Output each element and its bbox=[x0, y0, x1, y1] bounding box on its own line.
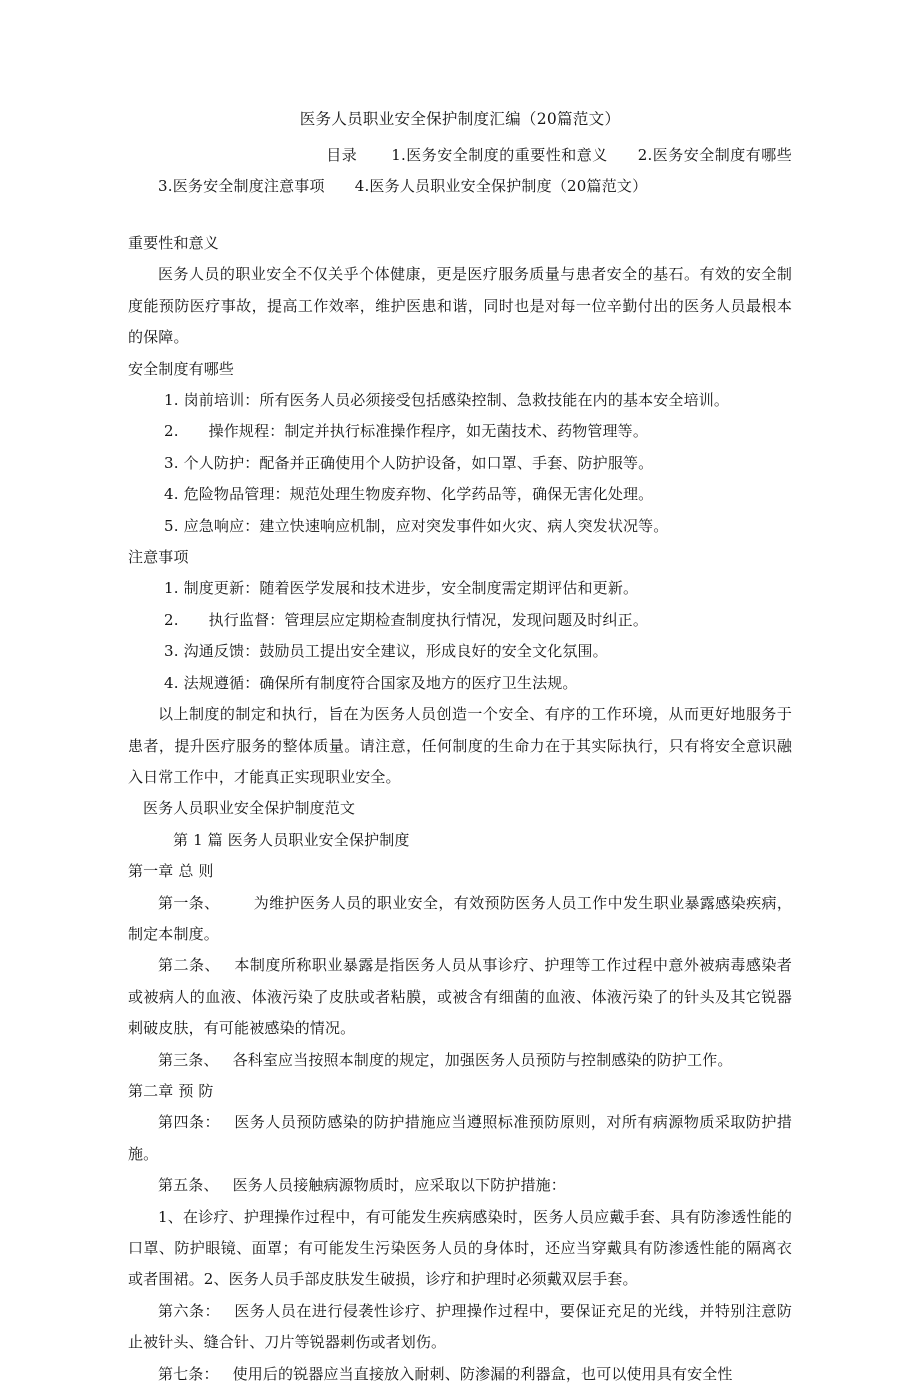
model-subheading: 第 1 篇 医务人员职业安全保护制度 bbox=[173, 830, 410, 849]
list-item bbox=[128, 511, 792, 542]
list-item bbox=[128, 636, 792, 667]
chapter-title: 第二章 预 防 bbox=[128, 1081, 214, 1100]
article-text: 各科室应当按照本制度的规定，加强医务人员预防与控制感染的防护工作。 bbox=[232, 1050, 733, 1069]
article-label: 第二条、 bbox=[158, 956, 220, 975]
table-of-contents bbox=[128, 140, 792, 202]
list-item-number: 1. bbox=[164, 579, 179, 598]
list-item-label: 操作规程：制定并执行标准操作程序，如无菌技术、药物管理等。 bbox=[208, 422, 648, 441]
toc-item-3[interactable]: 3.医务安全制度注意事项 bbox=[158, 177, 325, 195]
list-item-number: 2. bbox=[164, 610, 179, 629]
closing-paragraph: 以上制度的制定和执行，旨在为医务人员创造一个安全、有序的工作环境，从而更好地服务于患者，提升医疗服务的整体质量。请注意，任何制度的生命力在于其实际执行，只有将安全意识融入日常工作中，才能真正实现职业安全。 bbox=[128, 705, 792, 786]
article-paragraph bbox=[128, 1296, 792, 1359]
list-item-label: 岗前培训：所有医务人员必须接受包括感染控制、急救技能在内的基本安全培训。 bbox=[183, 391, 730, 410]
document-content bbox=[128, 104, 792, 1390]
list-item-number: 1. bbox=[164, 391, 179, 410]
list-item-number: 3. bbox=[164, 642, 179, 661]
list-item-label: 危险物品管理：规范处理生物废弃物、化学药品等，确保无害化处理。 bbox=[183, 485, 654, 504]
toc-label: 目录 bbox=[326, 146, 358, 164]
list-item bbox=[128, 605, 792, 636]
article-text: 使用后的锐器应当直接放入耐刺、防渗漏的利器盒，也可以使用具有安全性 bbox=[232, 1364, 733, 1383]
section-heading-importance: 重要性和意义 bbox=[128, 234, 219, 252]
list-item-number: 2. bbox=[164, 422, 179, 441]
article-text: 本制度所称职业暴露是指医务人员从事诊疗、护理等工作过程中意外被病毒感染者或被病人的血液、体液污染了皮肤或者粘膜，或被含有细菌的血液、体液污染了的针头及其它锐器刺破皮肤，有可能被感染的情况。 bbox=[128, 956, 792, 1038]
chapter-title: 第一章 总 则 bbox=[128, 862, 214, 881]
article-label: 第七条： bbox=[158, 1364, 219, 1383]
toc-item-2[interactable]: 2.医务安全制度有哪些 bbox=[637, 146, 792, 164]
list-item bbox=[128, 448, 792, 479]
list-item-label: 执行监督：管理层应定期检查制度执行情况，发现问题及时纠正。 bbox=[208, 610, 648, 629]
article-text: 为维护医务人员的职业安全，有效预防医务人员工作中发生职业暴露感染疾病，制定本制度。 bbox=[128, 893, 792, 943]
article-text: 1、在诊疗、护理操作过程中，有可能发生疾病感染时，医务人员应戴手套、具有防渗透性能的口罩、防护眼镜、面罩；有可能发生污染医务人员的身体时，还应当穿戴具有防渗透性能的隔离衣或者围裙。2、医务人员手部皮肤发生破损，诊疗和护理时必须戴双层手套。 bbox=[128, 1207, 792, 1289]
list-item-number: 5. bbox=[164, 516, 179, 535]
model-heading: 医务人员职业安全保护制度范文 bbox=[143, 799, 356, 818]
section-paragraph-importance: 医务人员的职业安全不仅关乎个体健康，更是医疗服务质量与患者安全的基石。有效的安全制度能预防医疗事故，提高工作效率，维护医患和谐，同时也是对每一位辛勤付出的医务人员最根本的保障。 bbox=[128, 265, 792, 347]
article-label: 第五条、 bbox=[158, 1176, 219, 1195]
list-item-label: 制度更新：随着医学发展和技术进步，安全制度需定期评估和更新。 bbox=[183, 579, 639, 598]
article-paragraph bbox=[128, 1202, 792, 1296]
list-item-label: 法规遵循：确保所有制度符合国家及地方的医疗卫生法规。 bbox=[183, 673, 578, 692]
list-item bbox=[128, 479, 792, 510]
list-item-number: 4. bbox=[164, 673, 179, 692]
list-item-number: 4. bbox=[164, 485, 179, 504]
section-heading-notes: 注意事项 bbox=[128, 548, 189, 567]
article-label: 第一条、 bbox=[158, 893, 220, 912]
list-item bbox=[128, 416, 792, 447]
article-text: 医务人员在进行侵袭性诊疗、护理操作过程中，要保证充足的光线，并特别注意防止被针头、缝合针、刀片等锐器刺伤或者划伤。 bbox=[128, 1301, 792, 1352]
section-heading-systems: 安全制度有哪些 bbox=[128, 359, 235, 378]
list-item bbox=[128, 385, 792, 416]
list-item bbox=[128, 573, 792, 604]
list-item bbox=[128, 668, 792, 699]
list-item-label: 应急响应：建立快速响应机制，应对突发事件如火灾、病人突发状况等。 bbox=[183, 516, 669, 535]
article-paragraph bbox=[128, 888, 792, 951]
article-label: 第六条： bbox=[158, 1301, 220, 1320]
list-item-label: 沟通反馈：鼓励员工提出安全建议，形成良好的安全文化氛围。 bbox=[183, 642, 608, 661]
article-paragraph bbox=[128, 1045, 792, 1076]
article-paragraph bbox=[128, 1359, 792, 1390]
article-label: 第三条、 bbox=[158, 1050, 219, 1069]
article-paragraph bbox=[128, 950, 792, 1044]
article-text: 医务人员接触病源物质时，应采取以下防护措施： bbox=[232, 1176, 566, 1195]
toc-item-4[interactable]: 4.医务人员职业安全保护制度（20篇范文） bbox=[354, 177, 648, 195]
article-paragraph bbox=[128, 1170, 792, 1201]
page-title: 医务人员职业安全保护制度汇编（20篇范文） bbox=[299, 110, 621, 128]
list-item-number: 3. bbox=[164, 453, 179, 472]
article-label: 第四条： bbox=[158, 1113, 220, 1132]
list-item-label: 个人防护：配备并正确使用个人防护设备，如口罩、手套、防护服等。 bbox=[183, 453, 654, 472]
article-text: 医务人员预防感染的防护措施应当遵照标准预防原则，对所有病源物质采取防护措施。 bbox=[128, 1113, 792, 1163]
toc-item-1[interactable]: 1.医务安全制度的重要性和意义 bbox=[391, 146, 608, 164]
article-paragraph bbox=[128, 1107, 792, 1170]
